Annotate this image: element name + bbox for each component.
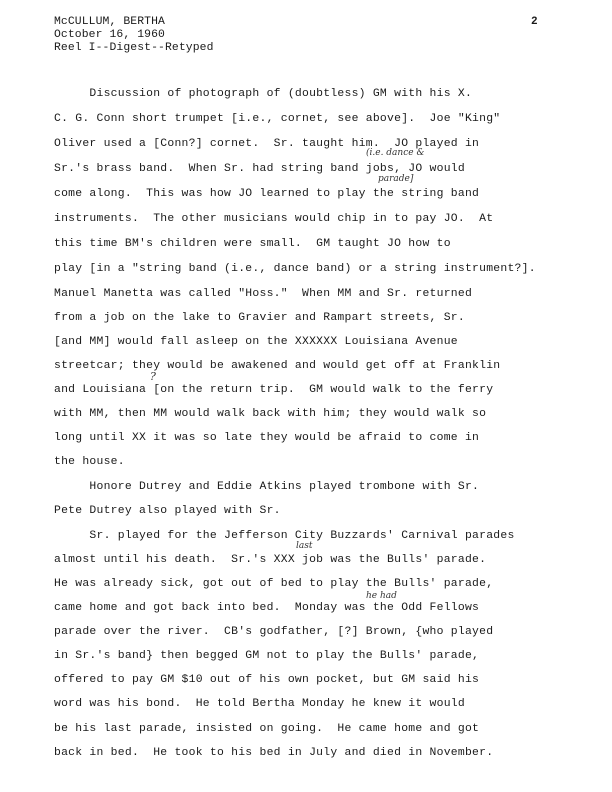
body-line: came home and got back into bed. Monday was the Odd Fellows [54,602,480,614]
body-line: He was already sick, got out of bed to play the Bulls' parade, [54,578,494,590]
handwritten-note-parade: parade] [378,174,414,184]
body-line: almost until his death. Sr.'s XXX job was the Bulls' parade. [54,554,487,566]
body-line: [and MM] would fall asleep on the XXXXXX Louisiana Avenue [54,336,458,348]
header-date: October 16, 1960 [54,29,165,41]
body-line: Pete Dutrey also played with Sr. [54,505,281,517]
body-line: Sr. played for the Jefferson City Buzzards' Carnival parades [54,530,515,542]
handwritten-question-mark: ? [150,370,156,383]
body-line: be his last parade, insisted on going. He came home and got [54,723,480,735]
handwritten-note-he-had: he had [366,591,397,601]
body-line: play [in a "string band (i.e., dance band) or a string instrument?]. [54,263,536,275]
page-number: 2 [531,16,538,28]
body-line: streetcar; they would be awakened and would get off at Franklin [54,360,501,372]
body-line: in Sr.'s band} then begged GM not to play the Bulls' parade, [54,650,480,662]
header-name: McCULLUM, BERTHA [54,16,165,28]
body-line: the house. [54,456,125,468]
handwritten-note-dance: (i.e. dance & [366,148,425,158]
body-line: from a job on the lake to Gravier and Rampart streets, Sr. [54,312,465,324]
body-line: Sr.'s brass band. When Sr. had string band jobs, JO would [54,163,465,175]
body-line: Discussion of photograph of (doubtless) GM with his X. [54,88,473,100]
body-line: Manuel Manetta was called "Hoss." When MM and Sr. returned [54,288,473,300]
body-line: C. G. Conn short trumpet [i.e., cornet, see above]. Joe "King" [54,113,501,125]
body-line: with MM, then MM would walk back with him; they would walk so [54,408,487,420]
handwritten-note-last: last [296,541,313,551]
body-line: offered to pay GM $10 out of his own pocket, but GM said his [54,674,480,686]
body-line: parade over the river. CB's godfather, [?] Brown, {who played [54,626,494,638]
body-line: come along. This was how JO learned to play the string band [54,188,480,200]
body-line: this time BM's children were small. GM taught JO how to [54,238,451,250]
body-line: word was his bond. He told Bertha Monday he knew it would [54,698,465,710]
body-line: long until XX it was so late they would be afraid to come in [54,432,480,444]
body-line: back in bed. He took to his bed in July and died in November. [54,747,494,759]
body-line: instruments. The other musicians would chip in to pay JO. At [54,213,494,225]
body-line: Oliver used a [Conn?] cornet. Sr. taught him. JO played in [54,138,480,150]
header-reel: Reel I--Digest--Retyped [54,42,214,54]
body-line: and Louisiana [on the return trip. GM would walk to the ferry [54,384,494,396]
body-line: Honore Dutrey and Eddie Atkins played trombone with Sr. [54,481,480,493]
